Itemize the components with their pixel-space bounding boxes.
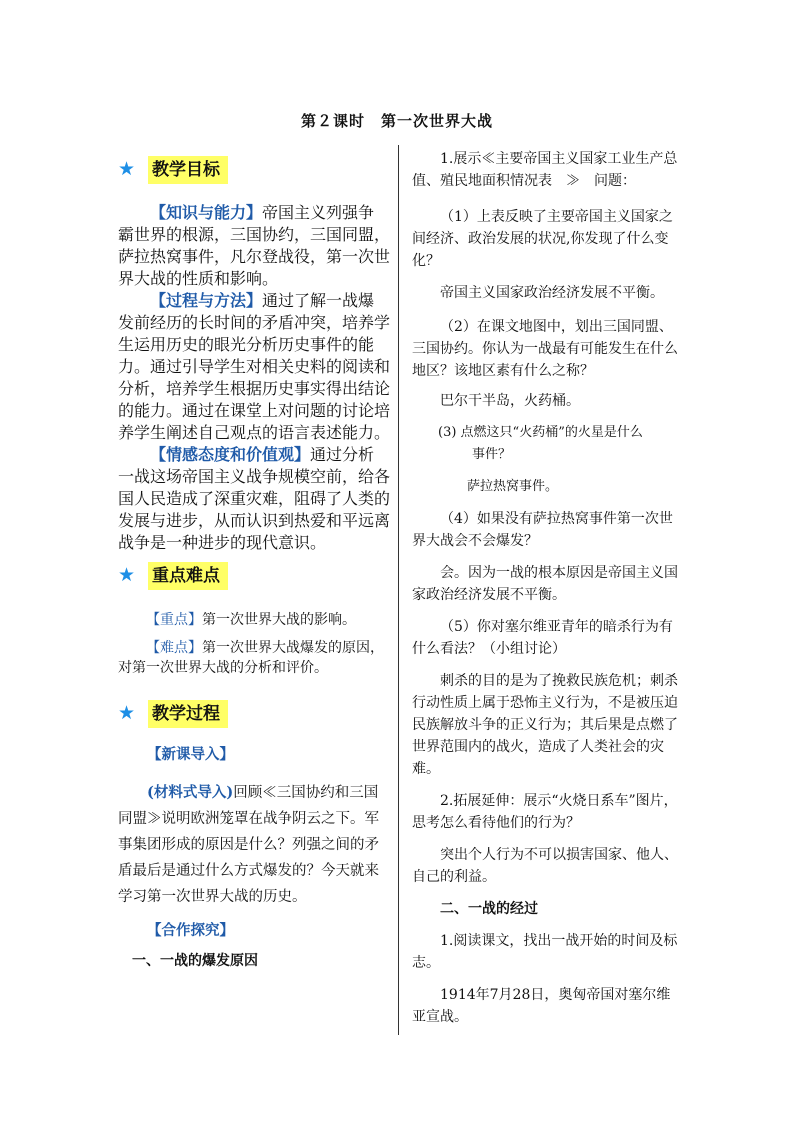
question-1-1: （1）上表反映了主要帝国主义国家之间经济、政治发展的状况,你发现了什么变化？	[412, 209, 673, 269]
section-teaching-goals	[118, 156, 390, 186]
right-column	[412, 148, 682, 1028]
subsection-course: 二、一战的经过	[440, 901, 538, 917]
goal-process: 【过程与方法】通过了解一战爆发前经历的长时间的矛盾冲突，培养学生运用历史的眼光分析历史事件的能力。通过引导学生对相关史料的阅读和分析，培养学生根据历史事实得出结论的能力。通过在课堂上对问题的讨论培养学生阐述自己观点的语言表述能力。	[118, 291, 391, 442]
question-1-2: （2）在课文地图中，划出三国同盟、三国协约。你认为一战最有可能发生在什么地区？该地区素有什么之称？	[412, 319, 678, 379]
answer-1-5: 刺杀的目的是为了挽救民族危机；刺杀行动性质上属于恐怖主义行为，不是被压迫民族解放斗争的正义行为；其后果是点燃了世界范围内的战火，造成了人类社会的灾难。	[412, 673, 678, 777]
answer-1-4: 会。因为一战的根本原因是帝国主义国家政治经济发展不平衡。	[412, 565, 678, 603]
new-lesson-intro: 【新课导入】	[147, 746, 234, 763]
question-3: 1.阅读课文，找出一战开始的时间及标志。	[412, 933, 678, 971]
page-title: 第２课时 第一次世界大战	[300, 112, 493, 130]
difficult-point: 【难点】第一次世界大战爆发的原因，对第一次世界大战的分析和评价。	[118, 640, 384, 676]
section-teaching-process	[118, 700, 390, 730]
question-2: 2.拓展延伸：展示“火烧日系车”图片，思考怎么看待他们的行为？	[412, 793, 678, 831]
goal-knowledge: 【知识与能力】帝国主义列强争霸世界的根源，三国协约，三国同盟，萨拉热窝事件，凡尔登战役，第一次世界大战的性质和影响。	[118, 203, 391, 288]
answer-1-2: 巴尔干半岛，火药桶。	[440, 393, 580, 409]
section-heading: 教学过程	[148, 700, 228, 728]
question-1-3-cont: 事件？	[472, 447, 512, 462]
star-icon: ★	[118, 702, 136, 724]
question-1-5: （5）你对塞尔维亚青年的暗杀行为有什么看法？（小组讨论）	[412, 619, 673, 657]
material-intro: (材料式导入)回顾≪三国协约和三国同盟≫说明欧洲笼罩在战争阴云之下。军事集团形成的原因是什么？列强之间的矛盾最后是通过什么方式爆发的？今天就来学习第一次世界大战的历史。	[118, 784, 379, 905]
answer-2: 突出个人行为不可以损害国家、他人、自己的利益。	[412, 847, 678, 885]
left-column	[118, 156, 390, 972]
answer-1-3: 萨拉热窝事件。	[467, 479, 559, 494]
question-1: 1.展示≪主要帝国主义国家工业生产总值、殖民地面积情况表 ≫ 问题：	[412, 151, 678, 189]
star-icon: ★	[118, 564, 136, 586]
question-1-3: (3) 点燃这只“火药桶”的火星是什么	[438, 425, 643, 440]
cooperative-inquiry: 【合作探究】	[147, 922, 234, 939]
subsection-cause: 一、一战的爆发原因	[132, 953, 258, 969]
section-heading: 重点难点	[148, 562, 228, 590]
goal-values: 【情感态度和价值观】通过分析一战这场帝国主义战争规模空前，给各国人民造成了深重灾难，阻碍了人类的发展与进步，从而认识到热爱和平远离战争是一种进步的现代意识。	[118, 445, 391, 552]
key-point: 【重点】第一次世界大战的影响。	[146, 612, 356, 628]
section-key-difficult	[118, 562, 390, 592]
section-heading: 教学目标	[148, 156, 228, 184]
answer-3: 1914年7月28日，奥匈帝国对塞尔维亚宣战。	[412, 987, 671, 1025]
question-1-4: （4）如果没有萨拉热窝事件第一次世界大战会不会爆发？	[412, 511, 673, 549]
answer-1-1: 帝国主义国家政治经济发展不平衡。	[440, 285, 664, 301]
star-icon: ★	[118, 158, 136, 180]
column-divider	[398, 145, 399, 1035]
